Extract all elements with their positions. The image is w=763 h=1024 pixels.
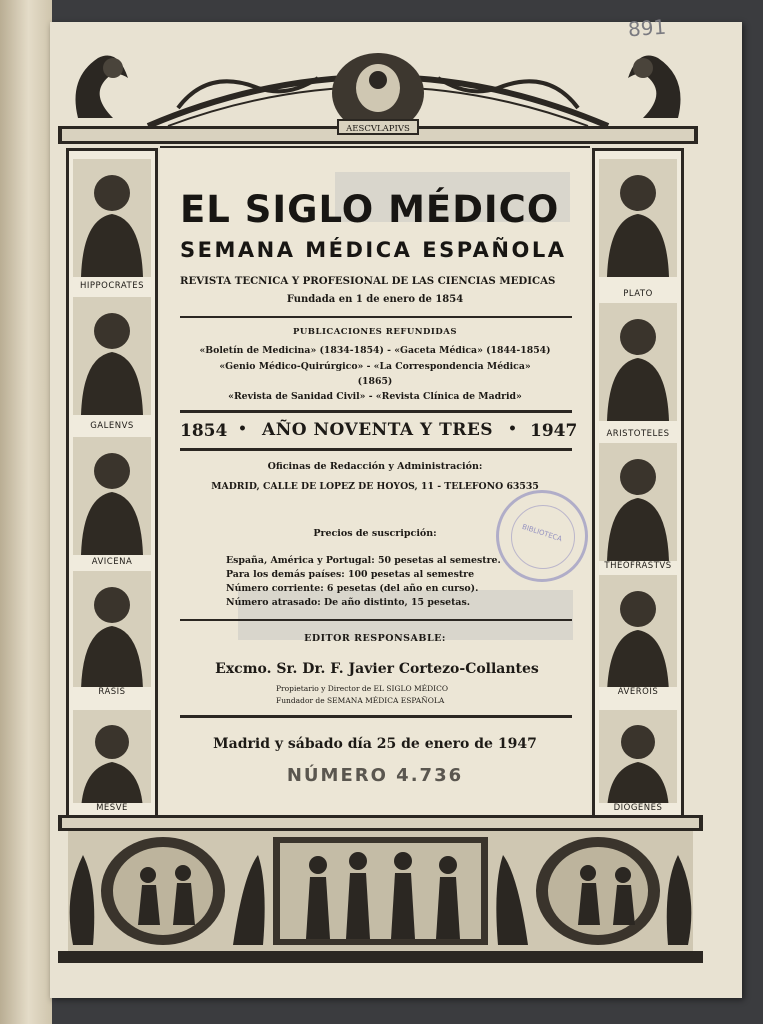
library-stamp — [496, 490, 588, 582]
book-spine — [0, 0, 52, 1024]
precio-line: Para los demás países: 100 pesetas al semestre — [226, 569, 475, 580]
portrait-name: ARISTOTELES — [595, 429, 681, 439]
divider — [180, 448, 572, 451]
year-separator: • — [508, 421, 517, 437]
portrait-engraving — [599, 303, 677, 421]
date-line: Madrid y sábado día 25 de enero de 1947 — [213, 736, 537, 752]
year-text: AÑO NOVENTA Y TRES — [262, 420, 494, 440]
portrait-engraving — [599, 575, 677, 693]
portrait-engraving — [599, 701, 677, 819]
portrait-engraving — [73, 159, 151, 277]
right-portrait-column — [592, 148, 684, 818]
divider — [180, 410, 572, 413]
publicaciones-line: «Revista de Sanidad Civil» - «Revista Clínica de Madrid» — [228, 391, 522, 402]
issue-number: NÚMERO 4.736 — [286, 765, 464, 786]
precio-line: Número atrasado: De año distinto, 15 pesetas. — [226, 597, 471, 608]
pencil-note: 891 — [627, 14, 667, 42]
portrait-engraving — [599, 159, 677, 277]
portrait-name: RASIS — [69, 687, 155, 697]
portrait-name: MESVE — [69, 803, 155, 813]
divider — [180, 316, 572, 318]
year-separator: • — [238, 421, 247, 437]
portrait-name: GALENVS — [69, 421, 155, 431]
stamp-text: BIBLIOTECA — [521, 522, 563, 544]
year-start: 1854 — [180, 421, 228, 441]
divider — [180, 619, 572, 621]
frame-banner: AESCVLAPIVS — [346, 124, 410, 134]
publicaciones-line: «Genio Médico-Quirúrgico» - «La Correspondencia Médica» — [219, 361, 531, 372]
portrait-engraving — [73, 571, 151, 689]
portrait-name: AVICENA — [69, 557, 155, 567]
publicaciones-line: «Boletín de Medicina» (1834-1854) - «Gaceta Médica» (1844-1854) — [199, 345, 551, 356]
precio-line: Número corriente: 6 pesetas (del año en curso). — [226, 583, 479, 594]
portrait-name: HIPPOCRATES — [69, 281, 155, 291]
precios-heading: Precios de suscripción: — [313, 528, 437, 539]
journal-title: EL SIGLO MÉDICO — [180, 188, 560, 231]
bottom-ornament-engraving — [58, 815, 703, 965]
publicaciones-line: (1865) — [357, 376, 393, 387]
portrait-name: THEOFRASTVS — [595, 561, 681, 571]
journal-subtitle: SEMANA MÉDICA ESPAÑOLA — [180, 238, 567, 262]
portrait-engraving — [599, 443, 677, 561]
left-portrait-column — [66, 148, 158, 818]
editor-role: Propietario y Director de EL SIGLO MÉDICO — [276, 684, 448, 693]
journal-tagline: REVISTA TECNICA Y PROFESIONAL DE LAS CIENCIAS MEDICAS — [180, 275, 556, 287]
portrait-name: DIOGENES — [595, 803, 681, 813]
year-end: 1947 — [530, 421, 578, 441]
publicaciones-heading: PUBLICACIONES REFUNDIDAS — [292, 327, 457, 337]
founded-line: Fundada en 1 de enero de 1854 — [286, 294, 464, 305]
portrait-name: AVEROIS — [595, 687, 681, 697]
oficinas-address: MADRID, CALLE DE LOPEZ DE HOYOS, 11 - TELEFONO 63535 — [211, 481, 539, 492]
editor-name: Excmo. Sr. Dr. F. Javier Cortezo-Collantes — [215, 661, 539, 677]
portrait-engraving — [73, 701, 151, 819]
editor-role: Fundador de SEMANA MÉDICA ESPAÑOLA — [276, 696, 445, 705]
top-ornament-engraving — [58, 38, 698, 148]
precio-line: España, América y Portugal: 50 pesetas al semestre. — [226, 555, 501, 566]
portrait-engraving — [73, 437, 151, 555]
divider — [180, 715, 572, 718]
oficinas-heading: Oficinas de Redacción y Administración: — [267, 461, 483, 472]
editor-heading: EDITOR RESPONSABLE: — [304, 633, 446, 644]
portrait-name: PLATO — [595, 289, 681, 299]
portrait-engraving — [73, 297, 151, 415]
